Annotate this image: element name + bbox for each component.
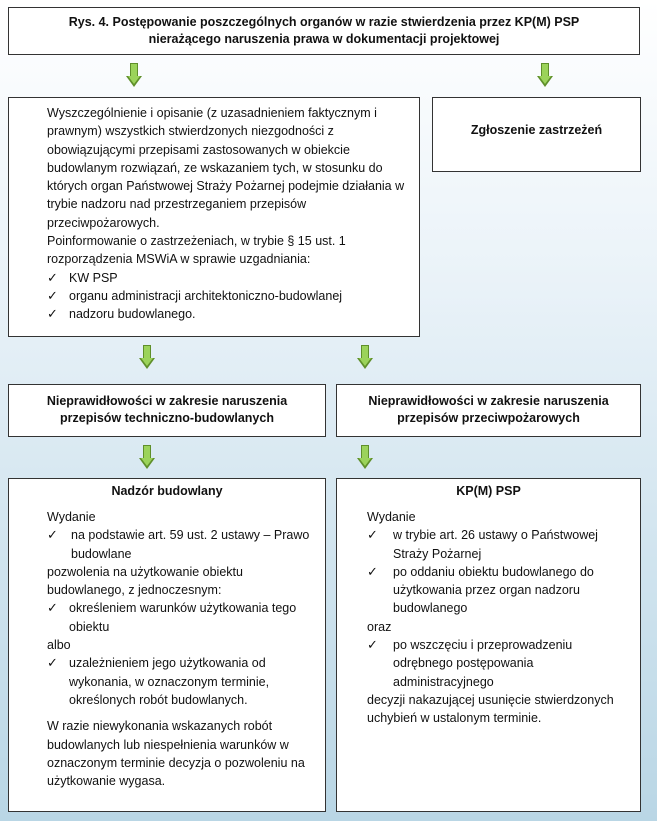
expiry-note: W razie niewykonania wskazanych robót budowlanych lub niespełnienia warunków w oznaczonym terminie decyzja o pozwoleniu na użytkowanie wygasa. (47, 719, 305, 789)
down-arrow-icon (358, 445, 372, 469)
conditions-item: ✓ określeniem warunków użytkowania tego obiektu (47, 599, 317, 636)
findings-description: Wyszczególnienie i opisanie (z uzasadnieniem faktycznym i prawnym) wszystkich stwierdzonych niezgodności z obowiązującymi przepisami zastosowanych w obiekcie budowlanym rozwiązań, ze wskazaniem tych, w stosunku do których organ Państwowej Straży Pożarnej podejmie działania w trybie nadzoru nad przestrzeganiem przepisów przeciwpożarowych. (47, 106, 405, 230)
fire-violations-box (336, 384, 641, 437)
legal-basis-item: ✓ w trybie art. 26 ustawy o Państwowej Straży Pożarnej (367, 526, 628, 563)
construction-violations-title: Nieprawidłowości w zakresie naruszenia przepisów techniczno-budowlanych (46, 394, 288, 425)
notify-item: ✓ organu administracji architektoniczno-budowlanej (47, 287, 409, 305)
notify-item: ✓ KW PSP (47, 269, 409, 287)
building-supervision-box (8, 478, 326, 812)
issuance-intro: Wydanie (47, 510, 96, 524)
down-arrow-icon (127, 63, 141, 87)
albo-text: albo (47, 638, 71, 653)
fire-violations-title: Nieprawidłowości w zakresie naruszenia przepisów przeciwpożarowych (368, 394, 609, 425)
objections-title: Zgłoszenie zastrzeżeń (470, 123, 603, 137)
works-item: ✓ uzależnieniem jego użytkowania od wykonania, w oznaczonym terminie, określonych robót budowlanych. (47, 654, 317, 709)
legal-basis-item: ✓ na podstawie art. 59 ust. 2 ustawy – Prawo budowlane (47, 526, 317, 563)
issuance-intro: Wydanie (367, 510, 416, 524)
down-arrow-icon (538, 63, 552, 87)
decision-text: decyzji nakazującej usunięcie stwierdzonych uchybień w ustalonym terminie. (367, 692, 614, 726)
permit-text: pozwolenia na użytkowanie obiektu budowlanego, z jednoczesnym: (47, 564, 243, 598)
down-arrow-icon (140, 445, 154, 469)
building-supervision-title: Nadzór budowlany (111, 484, 223, 498)
notification-text: Poinformowanie o zastrzeżeniach, w trybie § 15 ust. 1 rozporządzenia MSWiA w sprawie uzgadniania: (47, 234, 346, 267)
findings-box (8, 97, 420, 337)
objections-box (432, 97, 641, 172)
fire-service-title: KP(M) PSP (456, 484, 521, 498)
figure-title-box (8, 7, 640, 55)
construction-violations-box (8, 384, 326, 437)
notify-item: ✓ nadzoru budowlanego. (47, 305, 409, 323)
oraz-text: oraz (367, 619, 392, 634)
down-arrow-icon (358, 345, 372, 369)
proceedings-item: ✓ po wszczęciu i przeprowadzeniu odrębnego postępowania administracyjnego (367, 636, 628, 691)
fire-service-box (336, 478, 641, 812)
figure-title: Rys. 4. Postępowanie poszczególnych organów w razie stwierdzenia przez KP(M) PSP nierażącego naruszenia prawa w dokumentacji projektowej (68, 15, 580, 46)
down-arrow-icon (140, 345, 154, 369)
handover-item: ✓ po oddaniu obiektu budowlanego do użytkowania przez organ nadzoru budowlanego (367, 563, 628, 618)
